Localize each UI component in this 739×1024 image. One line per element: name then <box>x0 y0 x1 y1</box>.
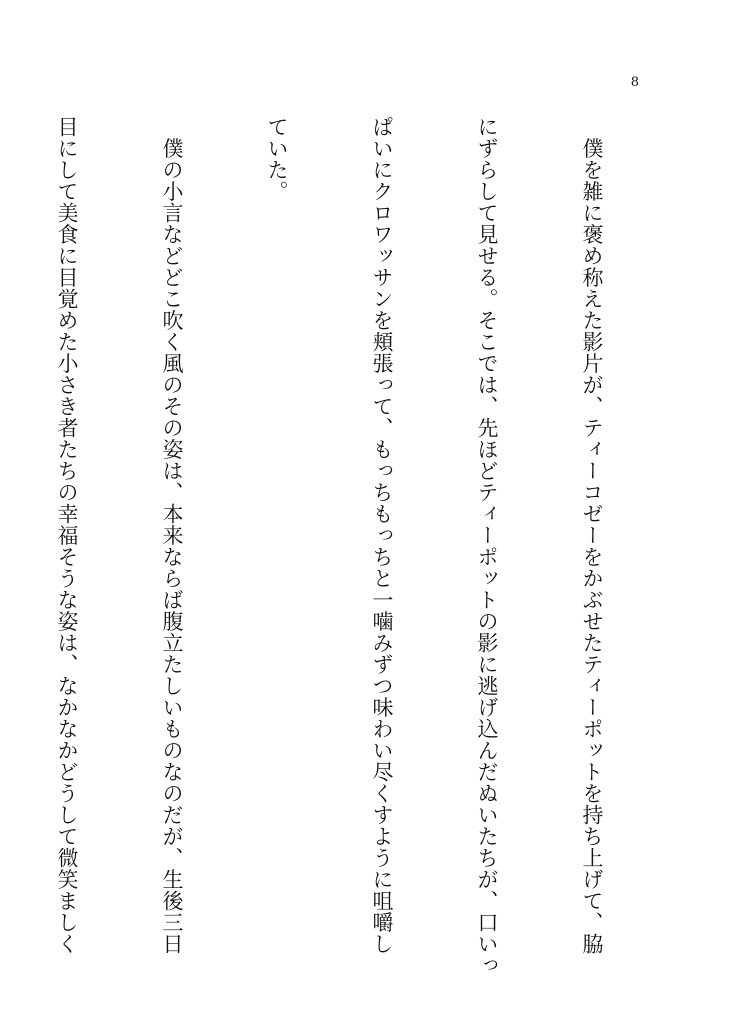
text-line: 目にして美食に目覚めた小さき者たちの幸福そうな姿は、なかなかどうして微笑ましく <box>55 116 79 955</box>
body-text <box>55 116 679 976</box>
text-line: ぱいにクロワッサンを頬張って、もっちもっちと一噛みずつ味わい尽くすように咀嚼し <box>370 116 394 955</box>
text-line: ていた。 <box>265 116 289 202</box>
text-line: 僕の小言などどこ吹く風のその姿は、本来ならば腹立たしいものなのだが、生後三日 <box>160 116 184 955</box>
text-line: 僕を雑に褒め称えた影片が、ティーコゼーをかぶせたティーポットを持ち上げて、脇 <box>580 116 604 955</box>
text-line: にずらして見せる。そこでは、先ほどティーポットの影に逃げ込んだぬいたちが、口いっ <box>475 116 499 976</box>
page-number: 8 <box>630 75 639 90</box>
